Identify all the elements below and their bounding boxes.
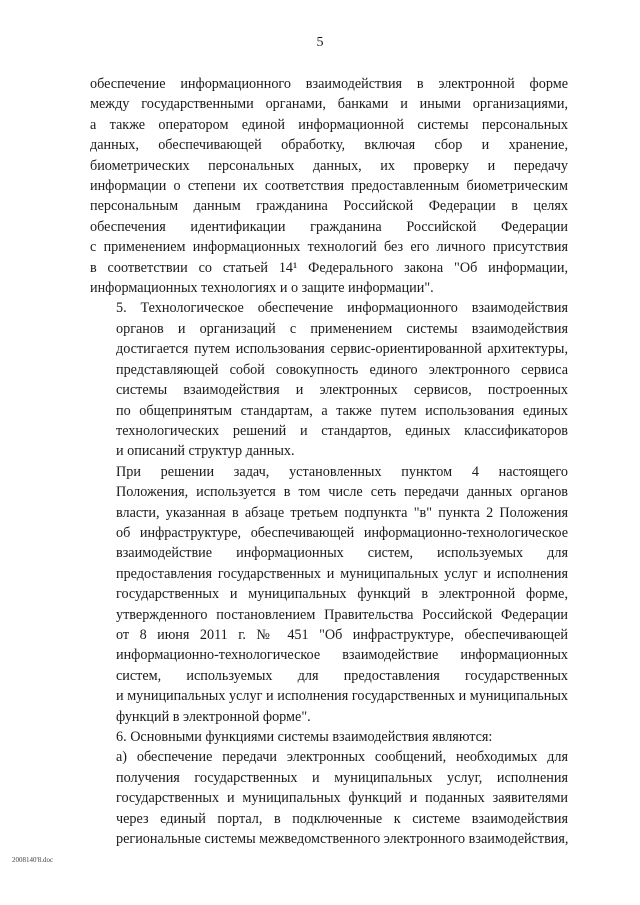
text-line: органов и организаций с применением системы взаимодействия xyxy=(116,320,568,337)
text-line: от 8 июня 2011 г. № 451 "Об инфраструктуре, обеспечивающей xyxy=(116,626,568,643)
text-line: биометрических персональных данных, их проверку и передачу xyxy=(90,157,568,174)
text-line: в соответствии со статьей 14¹ Федерального закона "Об информации, xyxy=(90,259,568,276)
text-line: информационных технологиях и о защите информации". xyxy=(90,280,434,297)
text-line: технологических решений и стандартов, единых классификаторов xyxy=(116,422,568,439)
text-line: достигается путем использования сервис-ориентированной архитектуры, xyxy=(116,341,568,358)
text-line: информационно-технологическое взаимодействие информационных xyxy=(116,647,568,664)
text-line: между государственными органами, банками и иными организациями, xyxy=(90,96,568,113)
paragraph xyxy=(90,462,568,727)
text-line: и муниципальных услуг и исполнения государственных и муниципальных xyxy=(116,688,568,705)
text-line: взаимодействие информационных систем, используемых для xyxy=(116,545,568,562)
text-line: представляющей собой совокупность единого электронного сервиса xyxy=(116,361,568,378)
text-line: обеспечение информационного взаимодействия в электронной форме xyxy=(90,76,568,92)
text-line: а) обеспечение передачи электронных сообщений, необходимых для xyxy=(116,749,568,766)
text-line: обеспечения идентификации гражданина Российской Федерации xyxy=(90,218,568,235)
text-line: предоставления государственных и муниципальных услуг и исполнения xyxy=(116,565,568,582)
text-line: государственных и муниципальных функций в электронной форме, xyxy=(116,586,568,603)
paragraph xyxy=(90,74,568,298)
text-line: 6. Основными функциями системы взаимодействия являются: xyxy=(116,729,493,745)
text-line: 5. Технологическое обеспечение информационного взаимодействия xyxy=(116,300,568,317)
text-line: утвержденного постановлением Правительства Российской Федерации xyxy=(116,606,568,623)
text-line: персональным данным гражданина Российской Федерации в целях xyxy=(90,198,568,215)
text-line: а также оператором единой информационной системы персональных xyxy=(90,116,568,133)
text-line: систем, используемых для предоставления государственных xyxy=(116,667,568,684)
text-line: власти, указанная в абзаце третьем подпункта "в" пункта 2 Положения xyxy=(116,504,568,521)
page-number: 5 xyxy=(316,35,324,50)
text-line: об инфраструктуре, обеспечивающей информационно-технологическое xyxy=(116,524,568,541)
document-body xyxy=(90,74,568,849)
text-line: государственных и муниципальных функций и поданных заявителями xyxy=(116,790,568,807)
text-line: функций в электронной форме". xyxy=(116,708,311,725)
text-line: и описаний структур данных. xyxy=(116,443,295,460)
text-line: При решении задач, установленных пунктом 4 настоящего xyxy=(116,463,568,480)
text-line: по общепринятым стандартам, а также путем использования единых xyxy=(116,402,568,419)
text-line: системы взаимодействия и электронных сервисов, построенных xyxy=(116,382,568,399)
text-line: Положения, используется в том числе сеть передачи данных органов xyxy=(116,484,568,501)
paragraph xyxy=(90,727,568,747)
paragraph xyxy=(90,747,568,849)
text-line: информации о степени их соответствия предоставленным биометрическим xyxy=(90,178,568,195)
text-line: региональные системы межведомственного электронного взаимодействия, xyxy=(116,831,569,848)
text-line: через единый портал, в подключенные к системе взаимодействия xyxy=(116,810,568,827)
text-line: с применением информационных технологий без его личного присутствия xyxy=(90,239,568,256)
text-line: получения государственных и муниципальных услуг, исполнения xyxy=(116,769,568,786)
paragraph xyxy=(90,298,568,461)
text-line: данных, обеспечивающей обработку, включая сбор и хранение, xyxy=(90,137,568,154)
document-file-code: 2008140'8.doc xyxy=(12,856,54,864)
